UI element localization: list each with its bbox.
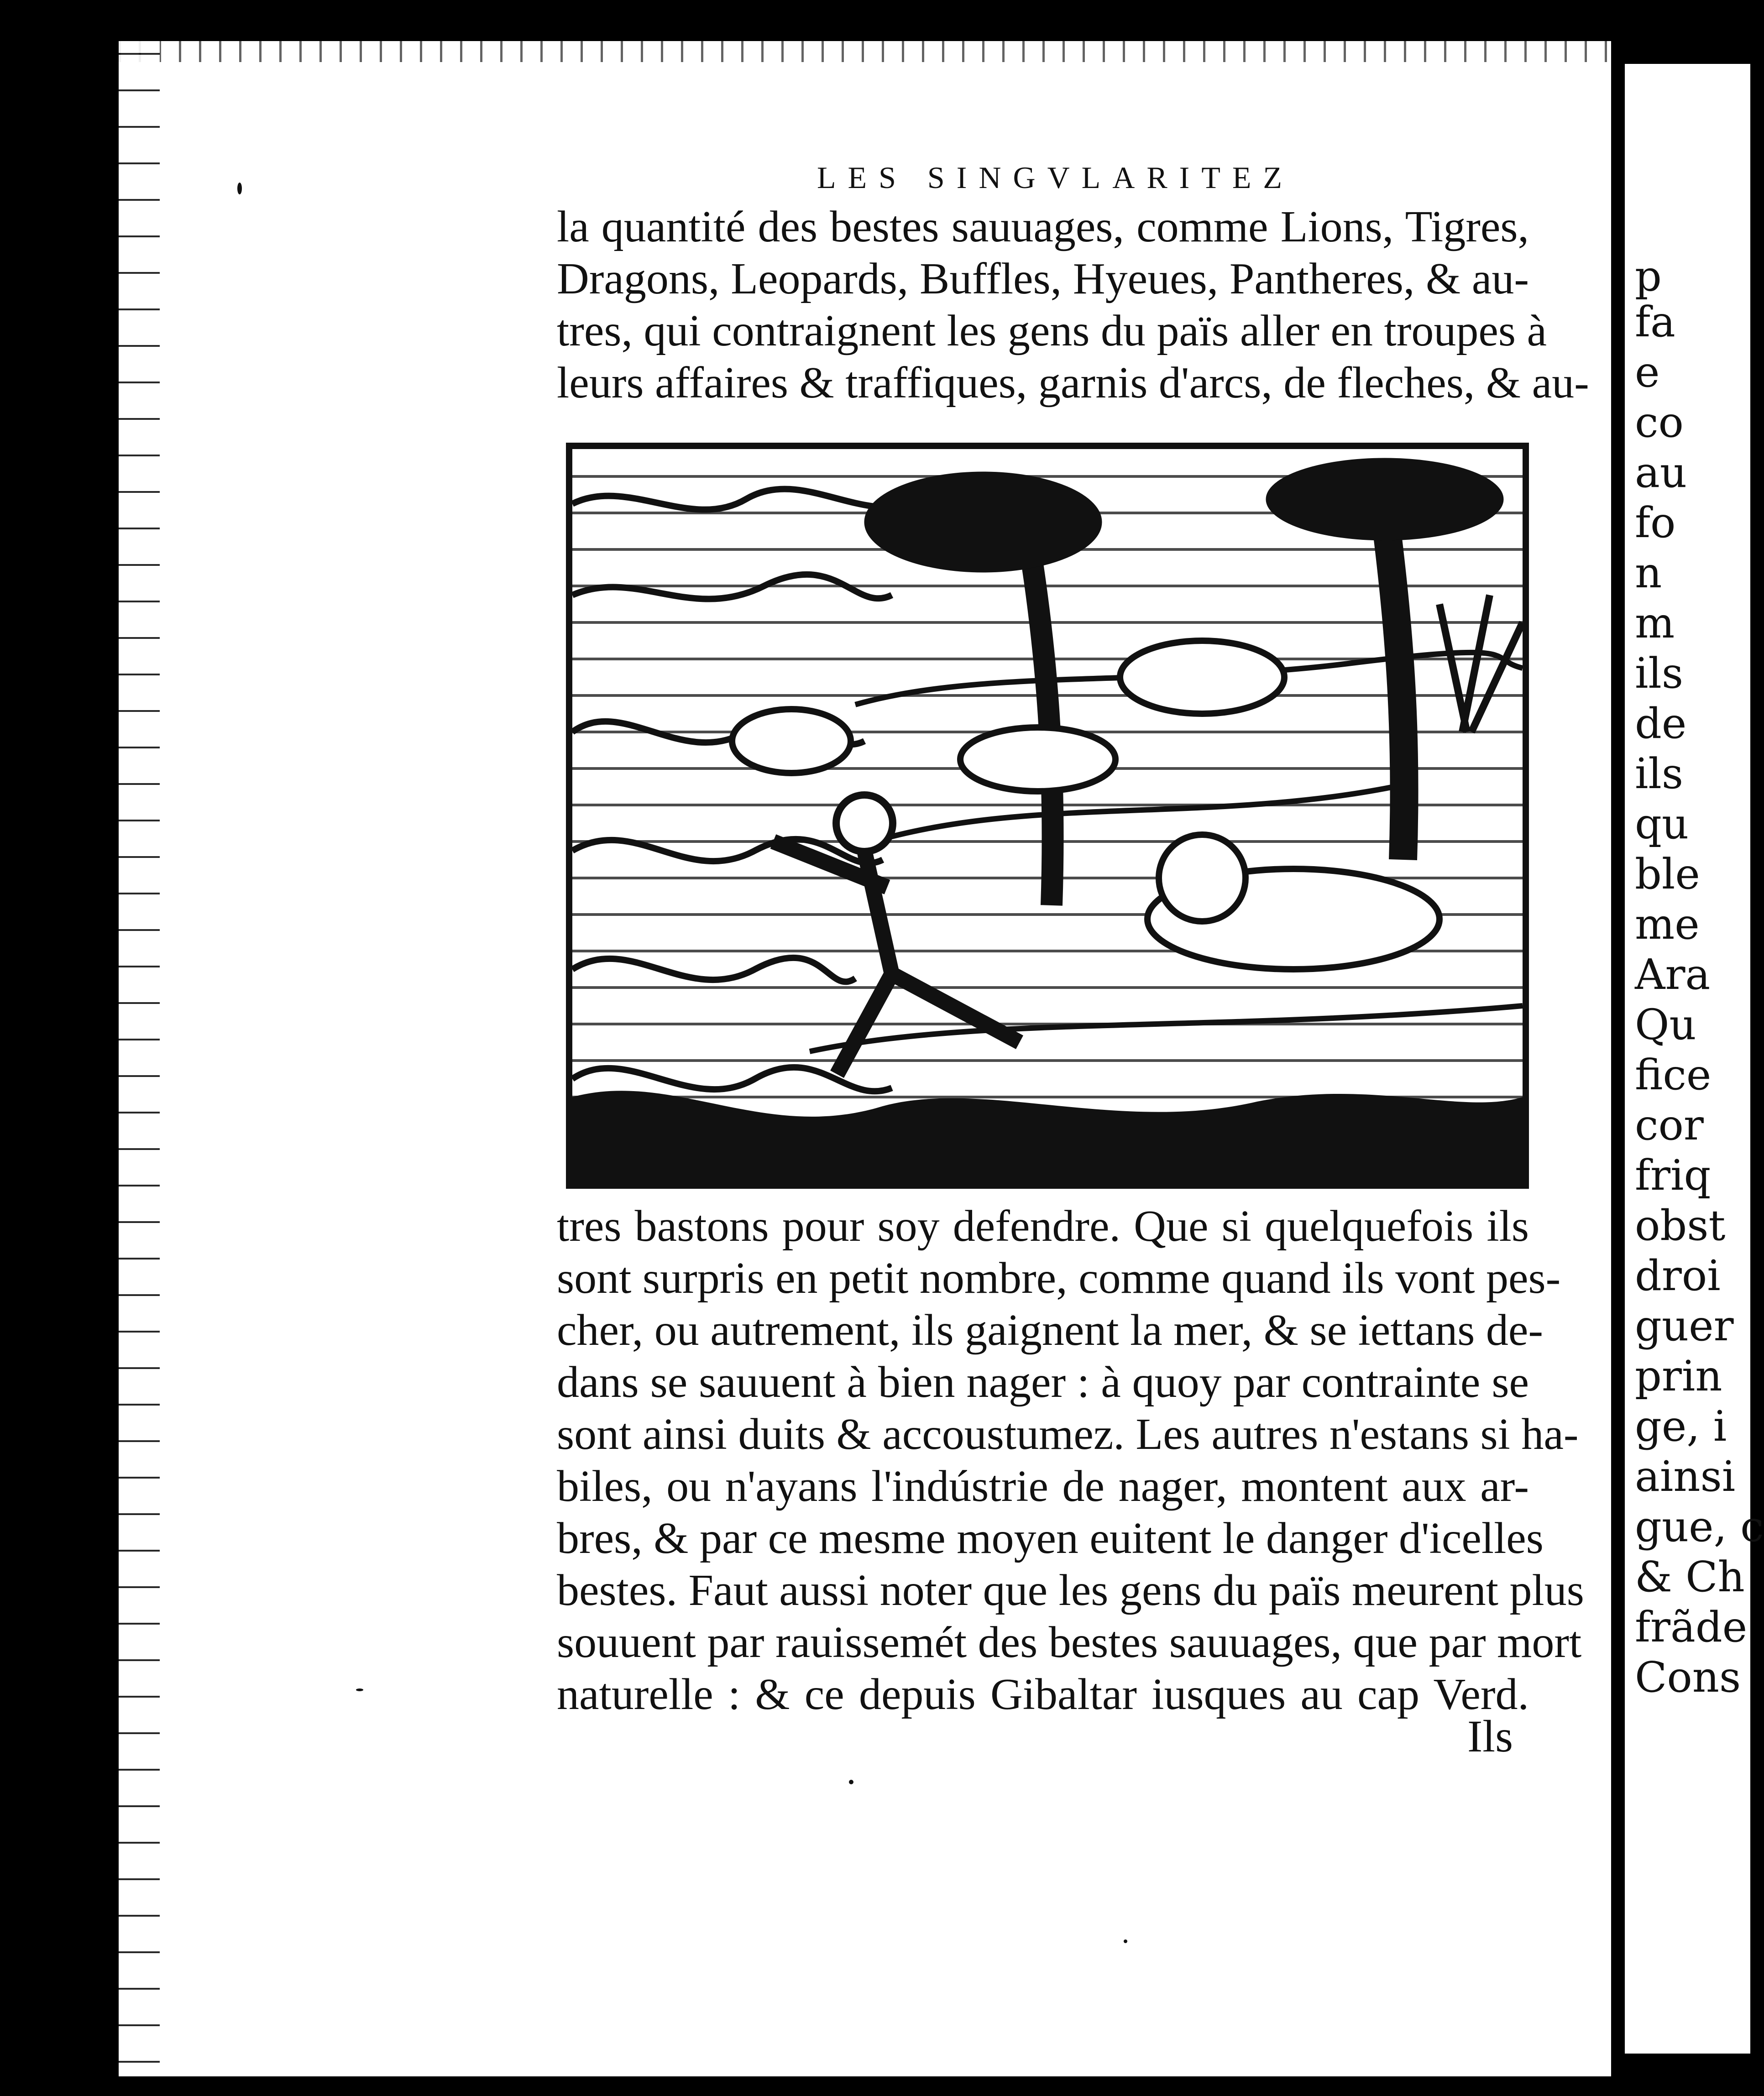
adjacent-text-fragment: me bbox=[1635, 900, 1700, 949]
text-line: tres, qui contraignent les gens du païs aller en troupes à bbox=[557, 306, 1547, 355]
adjacent-text-fragment: m bbox=[1635, 599, 1675, 648]
adjacent-text-fragment: co bbox=[1635, 398, 1684, 447]
page-top-edge bbox=[119, 41, 1611, 62]
text-line: biles, ou n'ayans l'indústrie de nager, montent aux ar- bbox=[557, 1462, 1529, 1511]
adjacent-text-fragment: Qu bbox=[1635, 1000, 1696, 1049]
adjacent-text-fragment: obst bbox=[1635, 1201, 1726, 1250]
text-line: dans se sauuent à bien nager : à quoy par contrainte se bbox=[557, 1358, 1529, 1407]
adjacent-text-fragment: ge, i bbox=[1635, 1402, 1727, 1451]
adjacent-text-fragment: qu bbox=[1635, 800, 1689, 848]
ink-speck bbox=[356, 1688, 363, 1691]
adjacent-text-fragment: friq bbox=[1635, 1151, 1711, 1200]
adjacent-text-fragment: p bbox=[1635, 252, 1662, 301]
adjacent-text-fragment: prin bbox=[1635, 1352, 1722, 1401]
adjacent-page-fragment bbox=[1625, 64, 1764, 2054]
text-line: souuent par rauissemét des bestes sauuages, que par mort bbox=[557, 1618, 1582, 1667]
adjacent-text-fragment: de bbox=[1635, 699, 1687, 748]
adjacent-text-fragment: cor bbox=[1635, 1101, 1704, 1150]
text-line: la quantité des bestes sauuages, comme Lions, Tigres, bbox=[557, 202, 1529, 251]
adjacent-text-fragment: & Ch bbox=[1635, 1552, 1745, 1601]
text-line: bestes. Faut aussi noter que les gens du païs meurent plus bbox=[557, 1566, 1584, 1615]
adjacent-text-fragment: ainsi bbox=[1635, 1452, 1736, 1501]
text-line: leurs affaires & traffiques, garnis d'arcs, de fleches, & au- bbox=[557, 358, 1589, 408]
text-line: naturelle : & ce depuis Gibaltar iusques au cap Verd. bbox=[557, 1670, 1529, 1719]
adjacent-text-fragment: ils bbox=[1635, 649, 1684, 698]
text-line: Dragons, Leopards, Buffles, Hyeues, Pantheres, & au- bbox=[557, 254, 1529, 303]
running-head: LES SINGVLARITEZ bbox=[817, 160, 1294, 195]
text-line: bres, & par ce mesme moyen euitent le danger d'icelles bbox=[557, 1514, 1544, 1563]
adjacent-text-fragment: ble bbox=[1635, 850, 1700, 899]
adjacent-text-fragment: Ara bbox=[1635, 950, 1711, 999]
text-below-woodcut bbox=[557, 1200, 1584, 1720]
adjacent-text-fragment: frãde bbox=[1635, 1603, 1748, 1652]
adjacent-text-fragment: fice bbox=[1635, 1051, 1712, 1099]
ink-speck bbox=[849, 1780, 853, 1784]
woodcut-illustration bbox=[566, 443, 1529, 1189]
adjacent-text-fragment: gue, c bbox=[1635, 1502, 1764, 1551]
adjacent-text-fragment: e bbox=[1635, 348, 1660, 397]
catchword: Ils bbox=[1467, 1711, 1513, 1761]
adjacent-text-fragment: fa bbox=[1635, 298, 1675, 346]
adjacent-text-fragment: n bbox=[1635, 549, 1662, 597]
text-line: sont ainsi duits & accoustumez. Les autres n'estans si ha- bbox=[557, 1410, 1579, 1459]
ink-speck bbox=[237, 183, 242, 194]
adjacent-text-fragment: ils bbox=[1635, 749, 1684, 798]
text-above-woodcut bbox=[557, 201, 1589, 409]
woodcut-scene bbox=[572, 449, 1523, 1182]
page-left-edge bbox=[119, 41, 160, 2076]
adjacent-text-fragment: droi bbox=[1635, 1251, 1721, 1300]
adjacent-text-fragment: guer bbox=[1635, 1302, 1734, 1350]
text-line: tres bastons pour soy defendre. Que si quelquefois ils bbox=[557, 1202, 1529, 1251]
text-line: sont surpris en petit nombre, comme quand ils vont pes- bbox=[557, 1254, 1561, 1303]
adjacent-text-fragment: Cons bbox=[1635, 1653, 1741, 1702]
text-line: cher, ou autrement, ils gaignent la mer, & se iettans de- bbox=[557, 1306, 1544, 1355]
ink-speck bbox=[1124, 1939, 1127, 1943]
adjacent-text-fragment: au bbox=[1635, 448, 1687, 497]
adjacent-text-fragment: fo bbox=[1635, 498, 1676, 547]
